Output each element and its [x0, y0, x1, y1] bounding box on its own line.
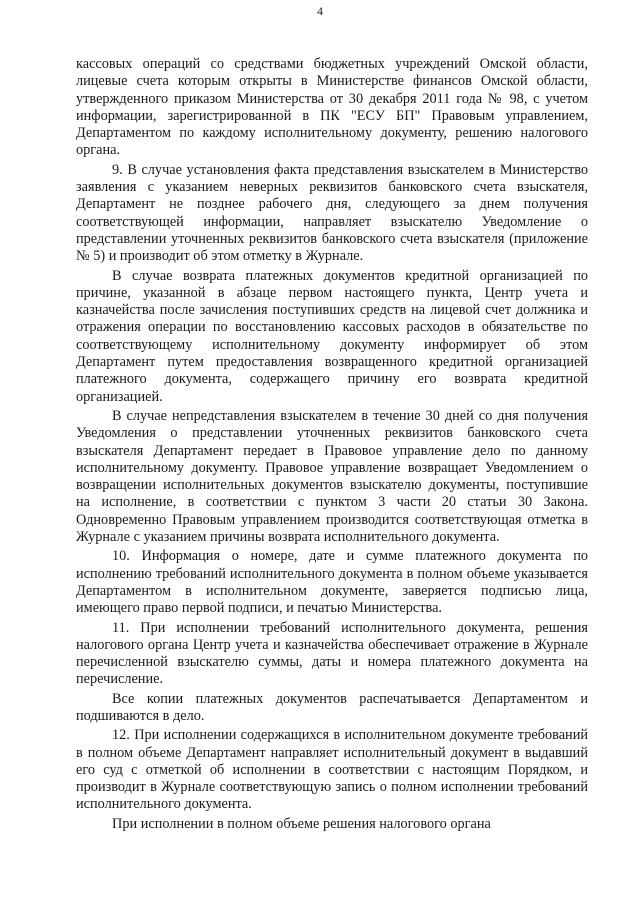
paragraph-item-10: 10. Информация о номере, дате и сумме платежного документа по исполнению требований исполнительного документа в полном объеме указывается Департаментом в исполнительном документе, заверяется подписью лица, имеющего право первой подписи, и печатью Министерства. — [76, 548, 588, 617]
paragraph-continuation: кассовых операций со средствами бюджетных учреждений Омской области, лицевые счета которым открыты в Министерстве финансов Омской области, утвержденного приказом Министерства от 30 декабря 2011 года № 98, с учетом информации, зарегистрированной в ПК "ЕСУ БП" Правовым управлением, Департаментом по каждому исполнительному документу, решению налогового органа. — [76, 56, 588, 159]
paragraph-item-11-copies: Все копии платежных документов распечатывается Департаментом и подшиваются в дело. — [76, 690, 588, 724]
paragraph-item-11: 11. При исполнении требований исполнительного документа, решения налогового органа Центр учета и казначейства обеспечивает отражение в Журнале перечисленной взыскателю суммы, даты и номера платежного документа на перечисление. — [76, 619, 588, 688]
paragraph-item-9-nonsubmission: В случае непредставления взыскателем в течение 30 дней со дня получения Уведомления о представлении уточненных реквизитов банковского счета взыскателя Департамент передает в Правовое управление дело по данному исполнительному документу. Правовое управление возвращает Уведомлением о возвращении исполнительных документов взыскателю документы, поступившие на исполнение, в соответствии с пунктом 3 части 20 статьи 30 Закона. Одновременно Правовым управлением производится соответствующая отметка в Журнале с указанием причины возврата исполнительного документа. — [76, 407, 588, 546]
paragraph-item-12-tax: При исполнении в полном объеме решения налогового органа — [112, 815, 491, 832]
page-number: 4 — [317, 4, 323, 18]
paragraph-item-9: 9. В случае установления факта представления взыскателем в Министерство заявления с указанием неверных реквизитов банковского счета взыскателя, Департамент не позднее рабочего дня, следующего за днем получения соответствующей информации, направляет взыскателю Уведомление о представлении уточненных реквизитов банковского счета взыскателя (приложение № 5) и производит об этом отметку в Журнале. — [76, 161, 588, 265]
document-body — [76, 56, 588, 833]
paragraph-item-12: 12. При исполнении содержащихся в исполнительном документе требований в полном объеме Департамент направляет исполнительный документ в выдавший его суд с отметкой об исполнении в соответствии с настоящим Порядком, и производит в Журнале соответствующую запись о полном исполнении требований исполнительного документа. — [76, 727, 588, 813]
paragraph-item-9-return: В случае возврата платежных документов кредитной организацией по причине, указанной в абзаце первом настоящего пункта, Центр учета и казначейства после зачисления поступивших средств на лицевой счет должника и отражения операции по восстановлению кассовых расходов в обязательстве по соответствующему исполнительному документу информирует об этом Департамент путем предоставления возвращенного кредитной организацией платежного документа, содержащего причину его возврата кредитной организацией. — [76, 267, 588, 405]
